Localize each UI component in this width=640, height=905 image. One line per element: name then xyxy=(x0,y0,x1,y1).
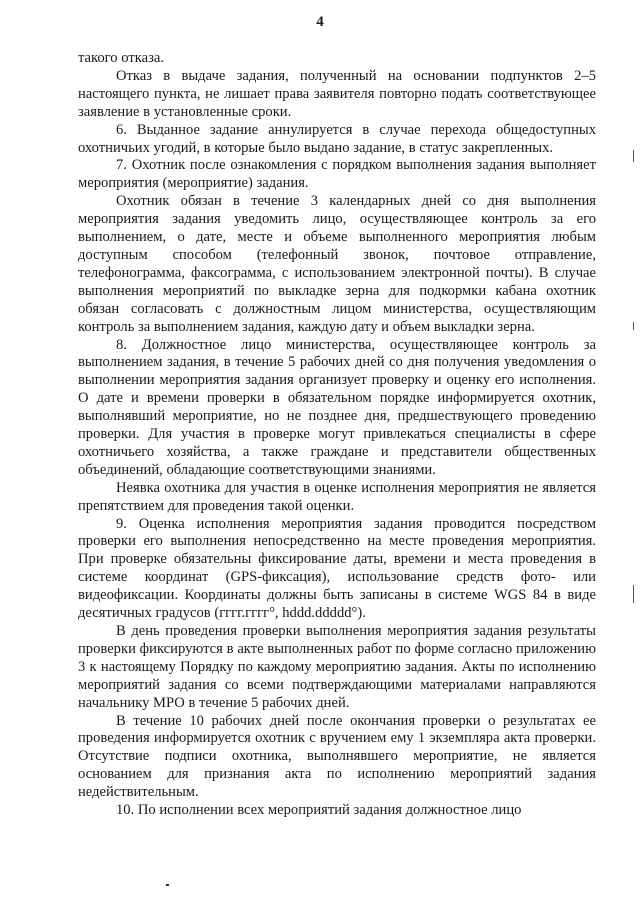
paragraph: Охотник обязан в течение 3 календарных дней со дня выполнения мероприятия задания уведомить лицо, осуществляющее контроль за его выполнением, о дате, месте и объеме выполненного мероприятия любым доступным способом (телефонный звонок, почтовое отправление, телефонограмма, факсограмма, с использованием электронной почты). В случае выполнения мероприятий по выкладке зерна для подкормки кабана охотник обязан согласовать с должностным лицом министерства, осуществляющим контроль за выполнением задания, каждую дату и объем выкладки зерна. xyxy=(78,193,596,335)
paragraph: 8. Должностное лицо министерства, осуществляющее контроль за выполнением задания, в течение 5 рабочих дней со дня получения уведомления о выполнении мероприятия задания организует проверку и оценку его исполнения. О дате и времени проверки в обязательном порядке информируется охотник, выполнявший мероприятие, но не позднее дня, предшествующего проведению проверки. Для участия в проверке могут привлекаться специалисты в сфере охотничьего хозяйства, а также граждане и представители общественных объединений, обладающие соответствующими знаниями. xyxy=(78,336,596,478)
scan-margin-mark xyxy=(633,322,634,330)
paragraph: В день проведения проверки выполнения мероприятия задания результаты проверки фиксируются в акте выполненных работ по форме согласно приложению 3 к настоящему Порядку по каждому мероприятию задания. Акты по исполнению мероприятий задания со всеми подтверждающими материалами направляются начальнику МРО в течение 5 рабочих дней. xyxy=(78,623,596,711)
paragraph: 7. Охотник после ознакомления с порядком выполнения задания выполняет мероприятия (мероприятие) задания. xyxy=(78,157,596,192)
paragraph: Отказ в выдаче задания, полученный на основании подпунктов 2–5 настоящего пункта, не лишает права заявителя повторно подать соответствующее заявление в установленные сроки. xyxy=(78,67,596,120)
paragraph: В течение 10 рабочих дней после окончания проверки о результатах ее проведения информируется охотник с вручением ему 1 экземпляра акта проверки. Отсутствие подписи охотника, выполнявшего мероприятие, не является основанием для признания акта по исполнению мероприятий задания недействительным. xyxy=(78,712,596,801)
scan-margin-mark xyxy=(633,585,634,603)
page-number: 4 xyxy=(316,14,324,30)
paragraph: 9. Оценка исполнения мероприятия задания проводится посредством проверки его выполнения непосредственно на месте проведения мероприятия. При проверке обязательны фиксирование даты, времени и места проведения в системе координат (GPS-фиксация), использование средств фото- или видеофиксации. Координаты должны быть записаны в системе WGS 84 в виде десятичных градусов (гггг.гггг°, hddd.ddddd°). xyxy=(78,515,596,622)
document-body xyxy=(78,50,596,820)
paragraph: такого отказа. xyxy=(78,50,164,66)
paragraph: Неявка охотника для участия в оценке исполнения мероприятия не является препятствием для проведения такой оценки. xyxy=(78,479,596,514)
paragraph: 10. По исполнении всех мероприятий задания должностное лицо xyxy=(116,802,522,819)
scan-speck xyxy=(166,884,169,886)
paragraph: 6. Выданное задание аннулируется в случае перехода общедоступных охотничьих угодий, в которые было выдано задание, в статус закрепленных. xyxy=(78,121,596,156)
scan-margin-mark xyxy=(633,150,634,162)
